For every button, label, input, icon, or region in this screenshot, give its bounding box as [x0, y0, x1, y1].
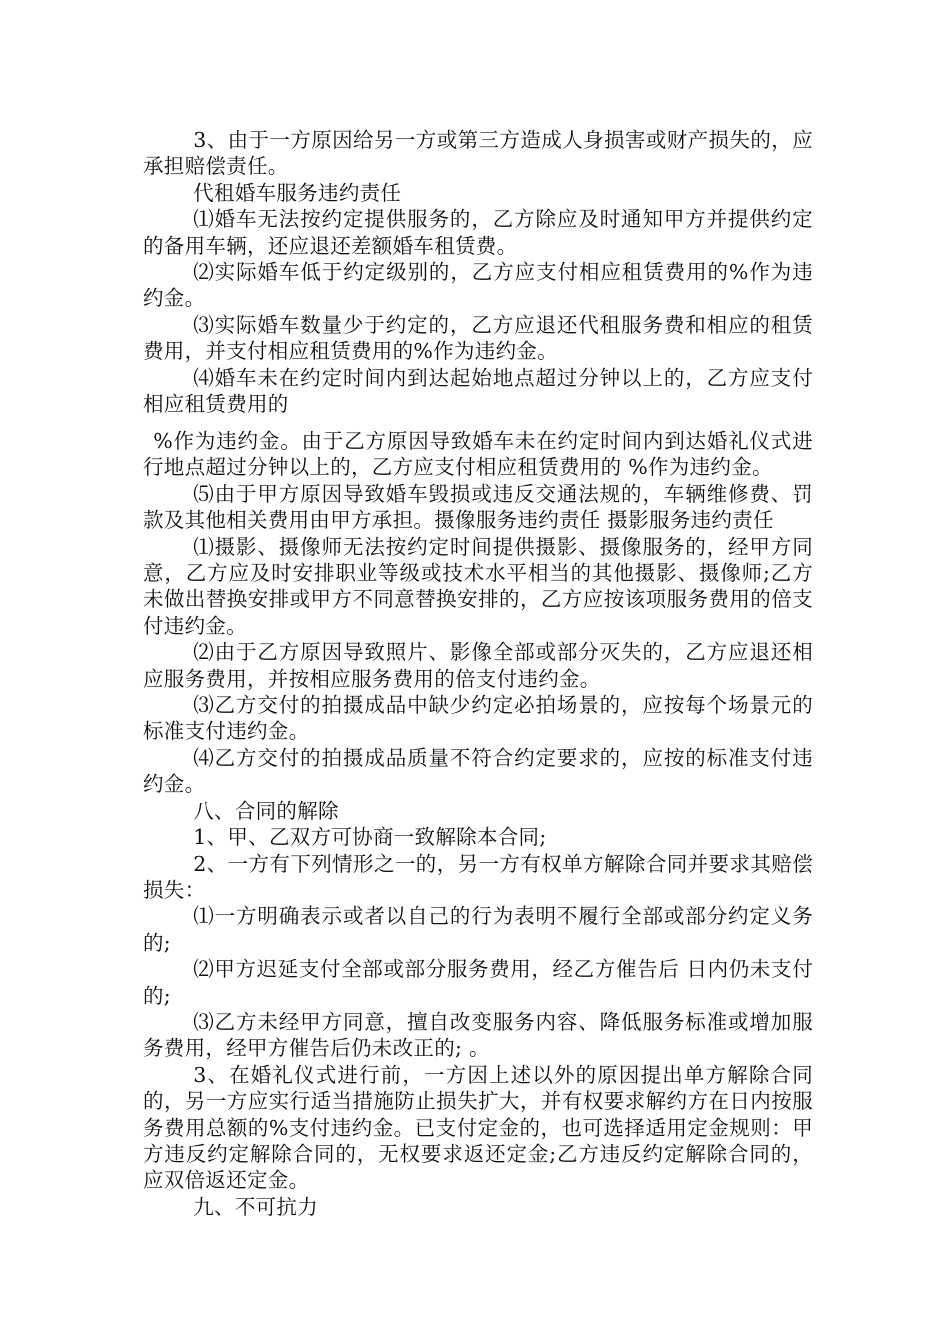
text-block-bottom: [143, 428, 813, 1220]
paragraph-termination-2: 2、一方有下列情形之一的，另一方有权单方解除合同并要求其赔偿损失：: [143, 851, 813, 902]
paragraph-car-clause-3: ⑶实际婚车数量少于约定的，乙方应退还代租服务费和相应的租赁费用，并支付相应租赁费用的%作为违约金。: [143, 312, 813, 364]
paragraph-termination-1: 1、甲、乙双方可协商一致解除本合同;: [193, 825, 547, 850]
paragraph-car-clause-1: ⑴婚车无法按约定提供服务的，乙方除应及时通知甲方并提供约定的备用车辆，还应退还差额婚车租赁费。: [143, 207, 813, 258]
paragraph-photo-clause-4: ⑷乙方交付的拍摄成品质量不符合约定要求的，应按的标准支付违约金。: [143, 745, 813, 797]
heading-force-majeure: 九、不可抗力: [193, 1194, 319, 1219]
paragraph-termination-2-item-1: ⑴一方明确表示或者以自己的行为表明不履行全部或部分约定义务的;: [143, 904, 813, 955]
paragraph-photo-clause-3: ⑶乙方交付的拍摄成品中缺少约定必拍场景的，应按每个场景元的标准支付违约金。: [143, 693, 813, 744]
paragraph-photo-clause-1: ⑴摄影、摄像师无法按约定时间提供摄影、摄像服务的，经甲方同意，乙方应及时安排职业等级或技术水平相当的其他摄影、摄像师;乙方未做出替换安排或甲方不同意替换安排的，乙方应按该项服务费用的倍支付违约金。: [143, 534, 813, 638]
text-block-top: [143, 127, 813, 417]
paragraph-photo-clause-2: ⑵由于乙方原因导致照片、影像全部或部分灭失的，乙方应退还相应服务费用，并按相应服务费用的倍支付违约金。: [143, 640, 813, 691]
paragraph-termination-2-item-3: ⑶乙方未经甲方同意，擅自改变服务内容、降低服务标准或增加服务费用，经甲方催告后仍未改正的; 。: [143, 1009, 813, 1061]
paragraph-personal-injury-liability: 3、由于一方原因给另一方或第三方造成人身损害或财产损失的，应承担赔偿责任。: [143, 128, 813, 179]
paragraph-termination-3: 3、在婚礼仪式进行前，一方因上述以外的原因提出单方解除合同的，另一方应实行适当措施防止损失扩大，并有权要求解约方在日内按服务费用总额的%支付违约金。已支付定金的，也可选择适用定金规则：甲方违反约定解除合同的，无权要求返还定金;乙方违反约定解除合同的，应双倍返还定金。: [143, 1062, 813, 1193]
heading-wedding-car-breach: 代租婚车服务违约责任: [193, 180, 402, 205]
heading-contract-termination: 八、合同的解除: [193, 798, 339, 823]
paragraph-termination-2-item-2: ⑵甲方迟延支付全部或部分服务费用，经乙方催告后 日内仍未支付的;: [143, 957, 813, 1008]
paragraph-car-clause-5: ⑸由于甲方原因导致婚车毁损或违反交通法规的，车辆维修费、罚款及其他相关费用由甲方承担。摄像服务违约责任 摄影服务违约责任: [143, 481, 813, 533]
paragraph-car-clause-4: ⑷婚车未在约定时间内到达起始地点超过分钟以上的，乙方应支付相应租赁费用的: [143, 365, 813, 417]
paragraph-car-clause-4-continued: %作为违约金。由于乙方原因导致婚车未在约定时间内到达婚礼仪式进行地点超过分钟以上的，乙方应支付相应租赁费用的 %作为违约金。: [143, 429, 813, 480]
paragraph-car-clause-2: ⑵实际婚车低于约定级别的，乙方应支付相应租赁费用的%作为违约金。: [143, 260, 813, 311]
